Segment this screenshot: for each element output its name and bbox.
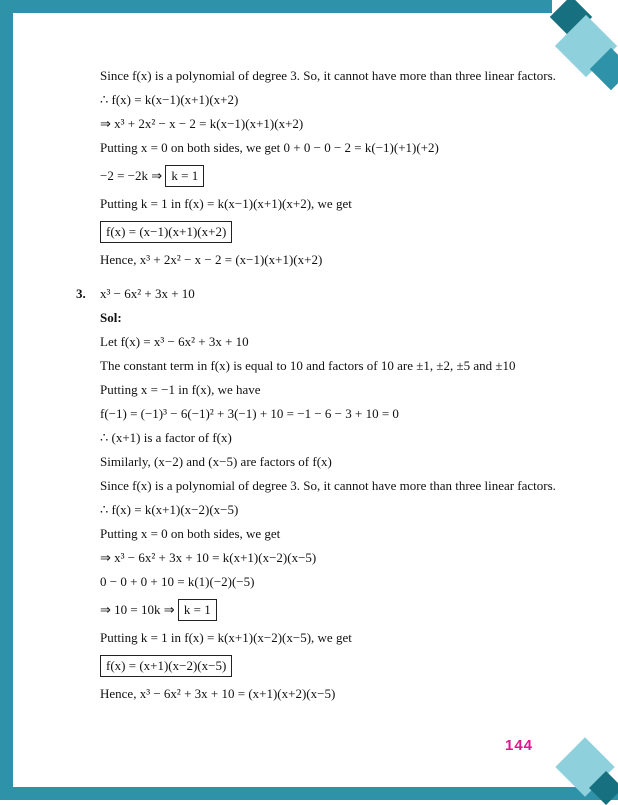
- page-border-left: [0, 0, 13, 800]
- text-line: [100, 430, 595, 446]
- page-number: 144: [505, 737, 534, 754]
- text-segment: f(−1) = (−1)³ − 6(−1)² + 3(−1) + 10 = −1 − 6 − 3 + 10 = 0: [100, 406, 399, 421]
- text-line: [100, 574, 595, 590]
- text-segment: Since f(x) is a polynomial of degree 3. So, it cannot have more than three linear factors.: [100, 68, 556, 83]
- text-segment: −2 = −2k ⇒: [100, 168, 166, 183]
- text-line: [100, 454, 595, 470]
- text-line: [100, 526, 595, 542]
- text-segment: ⇒ 10 = 10k ⇒: [100, 602, 178, 617]
- text-segment: Hence, x³ + 2x² − x − 2 = (x−1)(x+1)(x+2): [100, 252, 323, 267]
- text-segment: The constant term in f(x) is equal to 10 and factors of 10 are ±1, ±2, ±5 and ±10: [100, 358, 516, 373]
- boxed-equation: f(x) = (x+1)(x−2)(x−5): [100, 655, 232, 677]
- text-segment: Putting x = −1 in f(x), we have: [100, 382, 261, 397]
- problem-number: 3.: [76, 286, 86, 301]
- page-content: [76, 68, 595, 710]
- text-line: [100, 502, 595, 518]
- page-border-bottom: [0, 787, 618, 800]
- boxed-equation: k = 1: [178, 599, 217, 621]
- text-line: [100, 478, 595, 494]
- spacer: [100, 276, 595, 286]
- boxed-equation: k = 1: [165, 165, 204, 187]
- text-line: [100, 68, 595, 84]
- text-segment: ∴ f(x) = k(x−1)(x+1)(x+2): [100, 92, 239, 107]
- text-line: [100, 406, 595, 422]
- problem-item-line: [76, 286, 595, 302]
- text-line: [100, 220, 595, 244]
- text-line: [100, 382, 595, 398]
- page-border-top: [0, 0, 552, 13]
- text-line: [100, 140, 595, 156]
- text-segment: Similarly, (x−2) and (x−5) are factors of f(x): [100, 454, 332, 469]
- text-line: [100, 686, 595, 702]
- text-segment: Putting x = 0 on both sides, we get 0 + 0 − 0 − 2 = k(−1)(+1)(+2): [100, 140, 439, 155]
- text-segment: Putting x = 0 on both sides, we get: [100, 526, 281, 541]
- text-segment: ⇒ x³ + 2x² − x − 2 = k(x−1)(x+1)(x+2): [100, 116, 304, 131]
- text-segment: Putting k = 1 in f(x) = k(x−1)(x+1)(x+2), we get: [100, 196, 352, 211]
- boxed-equation: f(x) = (x−1)(x+1)(x+2): [100, 221, 232, 243]
- text-line: [100, 252, 595, 268]
- text-line: [100, 164, 595, 188]
- text-line: [100, 598, 595, 622]
- text-line: [100, 92, 595, 108]
- text-segment: 0 − 0 + 0 + 10 = k(1)(−2)(−5): [100, 574, 255, 589]
- text-line: [100, 358, 595, 374]
- text-segment: Putting k = 1 in f(x) = k(x+1)(x−2)(x−5), we get: [100, 630, 352, 645]
- text-line: [100, 116, 595, 132]
- text-segment: ∴ f(x) = k(x+1)(x−2)(x−5): [100, 502, 239, 517]
- text-segment: ∴ (x+1) is a factor of f(x): [100, 430, 232, 445]
- text-segment: Hence, x³ − 6x² + 3x + 10 = (x+1)(x+2)(x−5): [100, 686, 336, 701]
- text-line: [100, 630, 595, 646]
- text-line: [100, 334, 595, 350]
- text-line: [100, 310, 595, 326]
- text-line: [100, 654, 595, 678]
- text-line: [100, 196, 595, 212]
- text-line: [100, 550, 595, 566]
- text-segment: ⇒ x³ − 6x² + 3x + 10 = k(x+1)(x−2)(x−5): [100, 550, 317, 565]
- text-segment: Since f(x) is a polynomial of degree 3. So, it cannot have more than three linear factors.: [100, 478, 556, 493]
- text-segment: Let f(x) = x³ − 6x² + 3x + 10: [100, 334, 249, 349]
- text-segment: Sol:: [100, 310, 122, 325]
- text-segment: x³ − 6x² + 3x + 10: [100, 286, 195, 301]
